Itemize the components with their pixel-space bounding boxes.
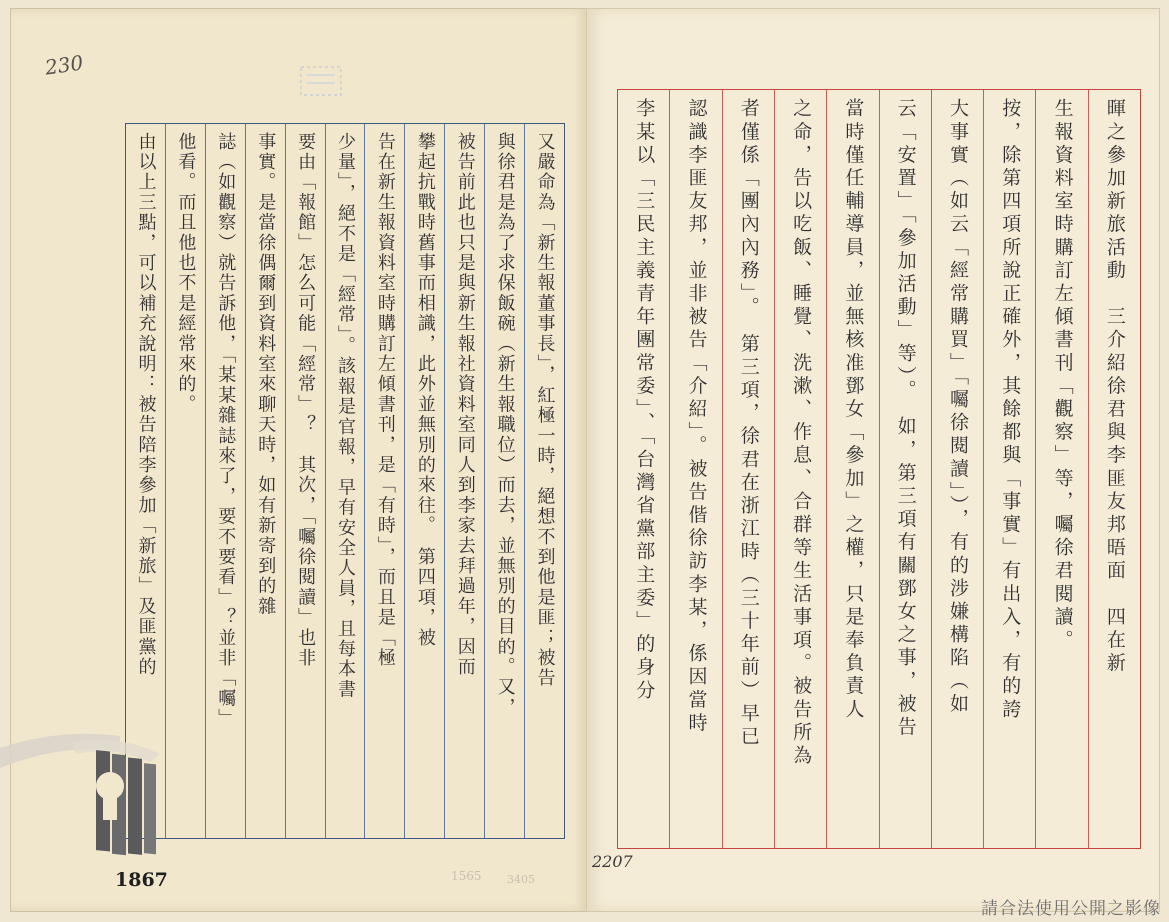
text-column: 生報資料室時購訂左傾書刊「觀察」等，囑徐君閱讀。 — [1035, 90, 1087, 848]
text-column: 被告前此也只是與新生報社資料室同人到李家去拜過年，因而 — [444, 124, 484, 838]
usage-notice: 請合法使用公開之影像 — [981, 899, 1161, 919]
text-column: 他看。而且他也不是經常來的。 — [165, 124, 205, 838]
text-column: 少量」，絕不是「經常」。該報是官報，早有安全人員，且每本書 — [325, 124, 365, 838]
text-column: 之命，告以吃飯、睡覺、洗漱、作息、合群等生活事項。被告所為 — [774, 90, 826, 848]
archive-logo-icon — [0, 728, 170, 858]
text-column: 事實。是當徐偶爾到資料室來聊天時，如有新寄到的雜 — [245, 124, 285, 838]
archive-stamp-number: 1867 — [115, 869, 168, 891]
page-folio-right: 2207 — [592, 852, 633, 871]
text-column: 按，除第四項所說正確外，其餘都與「事實」有出入，有的誇 — [983, 90, 1035, 848]
text-column: 又嚴命為「新生報董事長」，紅極一時，絕想不到他是匪；被告 — [524, 124, 564, 838]
text-column: 李某以「三民主義青年團常委」、「台灣省黨部主委」的身分 — [633, 98, 656, 703]
text-column: 告在新生報資料室時購訂左傾書刊，是「有時」，而且是「極 — [364, 124, 404, 838]
manuscript-grid-right — [617, 89, 1141, 849]
text-column: 由以上三點，可以補充說明：被告陪李參加「新旅」及匪黨的 — [135, 132, 157, 678]
text-column: 要由「報館」怎么可能「經常」？ 其次，「囑徐閱讀」也非 — [285, 124, 325, 838]
pencil-mark-stamp — [297, 61, 347, 101]
faint-page-number: 1565 — [451, 869, 482, 883]
text-column: 者僅係「團內內務」。 第三項，徐君在浙江時（三十年前）早已 — [722, 90, 774, 848]
right-page — [586, 8, 1160, 912]
text-column: 暉之參加新旅活動 三介紹徐君與李匪友邦晤面 四在新 — [1088, 90, 1140, 848]
text-column: 攀起抗戰時舊事而相識，此外並無別的來往。 第四項，被 — [404, 124, 444, 838]
text-column: 當時僅任輔導員，並無核准鄧女「參加」之權，只是奉負責人 — [826, 90, 878, 848]
text-column: 大事實（如云「經常購買」「囑徐閱讀」），有的涉嫌構陷（如 — [931, 90, 983, 848]
manuscript-grid-left — [125, 123, 565, 839]
text-column: 誌（如觀察）就告訴他，「某某雜誌來了，要不要看」？並非「囑」 — [205, 124, 245, 838]
page-folio: 230 — [43, 50, 85, 80]
text-column: 與徐君是為了求保飯碗（新生報職位）而去，並無別的目的。又， — [484, 124, 524, 838]
faint-page-number-2: 3405 — [507, 873, 535, 886]
text-column: 云「安置」「參加活動」等）。 如，第三項有關鄧女之事，被告 — [879, 90, 931, 848]
text-column: 認識李匪友邦，並非被告「介紹」。被告偕徐訪李某，係因當時 — [669, 90, 721, 848]
